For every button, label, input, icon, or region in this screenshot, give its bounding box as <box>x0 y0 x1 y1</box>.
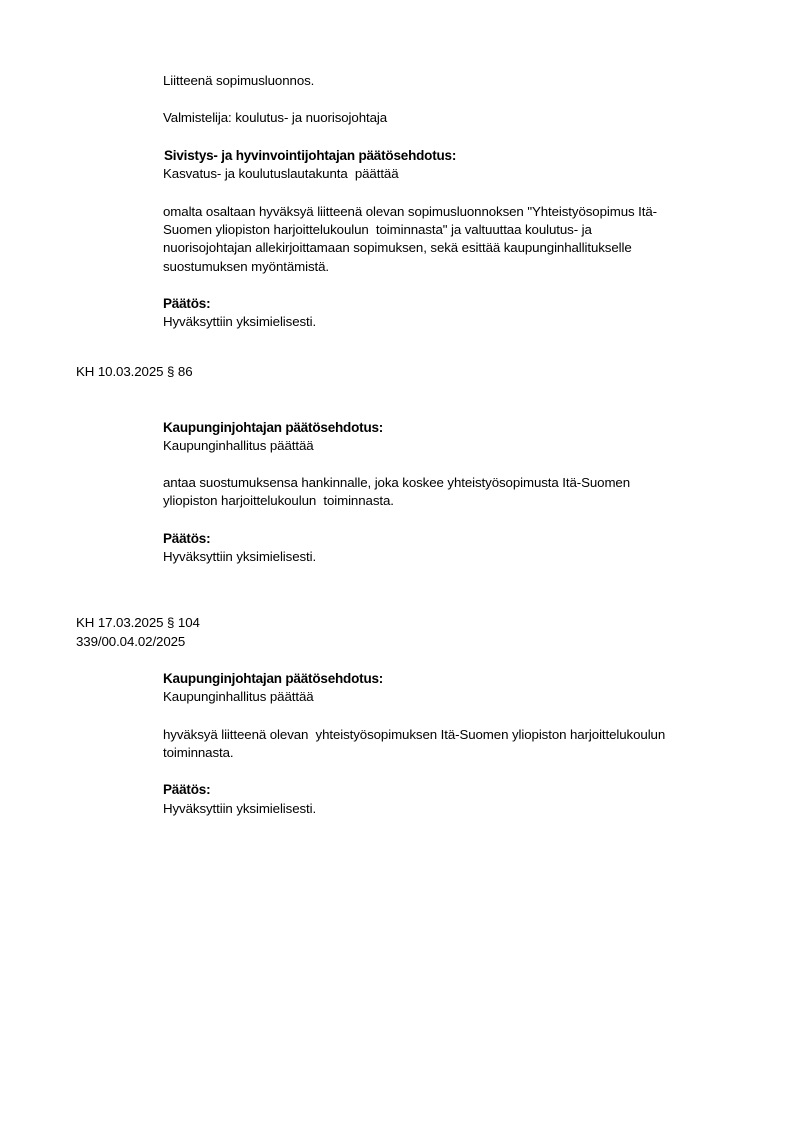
meeting-reference: KH 17.03.2025 § 104 <box>76 615 200 630</box>
preparer-line: Valmistelija: koulutus- ja nuorisojohtaja <box>163 110 388 125</box>
proposal-text-line: yliopiston harjoittelukoulun toiminnasta. <box>163 493 394 508</box>
proposal-intro: Kasvatus- ja koulutuslautakunta päättää <box>163 166 399 181</box>
diary-number: 339/00.04.02/2025 <box>76 634 186 649</box>
proposal-text-line: suostumuksen myöntämistä. <box>163 259 329 274</box>
meeting-reference: KH 10.03.2025 § 86 <box>76 364 193 379</box>
proposal-text-line: antaa suostumuksensa hankinnalle, joka koskee yhteistyösopimusta Itä-Suomen <box>163 475 631 490</box>
proposal-heading: Kaupunginjohtajan päätösehdotus: <box>163 671 384 686</box>
attachment-note: Liitteenä sopimusluonnos. <box>163 73 315 88</box>
decision-text: Hyväksyttiin yksimielisesti. <box>163 314 317 329</box>
proposal-text-line: Suomen yliopiston harjoittelukoulun toiminnasta" ja valtuuttaa koulutus- ja <box>163 222 592 237</box>
proposal-text-line: omalta osaltaan hyväksyä liitteenä olevan sopimusluonnoksen "Yhteistyösopimus Itä- <box>163 204 657 219</box>
proposal-text-line: nuorisojohtajan allekirjoittamaan sopimuksen, sekä esittää kaupunginhallitukselle <box>163 240 632 255</box>
proposal-intro: Kaupunginhallitus päättää <box>163 689 314 704</box>
proposal-text-line: toiminnasta. <box>163 745 234 760</box>
proposal-heading: Kaupunginjohtajan päätösehdotus: <box>163 420 384 435</box>
decision-heading: Päätös: <box>163 782 211 797</box>
proposal-text-line: hyväksyä liitteenä olevan yhteistyösopimuksen Itä-Suomen yliopiston harjoittelukoulun <box>163 727 666 742</box>
proposal-intro: Kaupunginhallitus päättää <box>163 438 314 453</box>
decision-heading: Päätös: <box>163 531 211 546</box>
decision-text: Hyväksyttiin yksimielisesti. <box>163 801 317 816</box>
decision-heading: Päätös: <box>163 296 211 311</box>
proposal-heading: Sivistys- ja hyvinvointijohtajan päätösehdotus: <box>164 148 457 163</box>
decision-text: Hyväksyttiin yksimielisesti. <box>163 549 317 564</box>
